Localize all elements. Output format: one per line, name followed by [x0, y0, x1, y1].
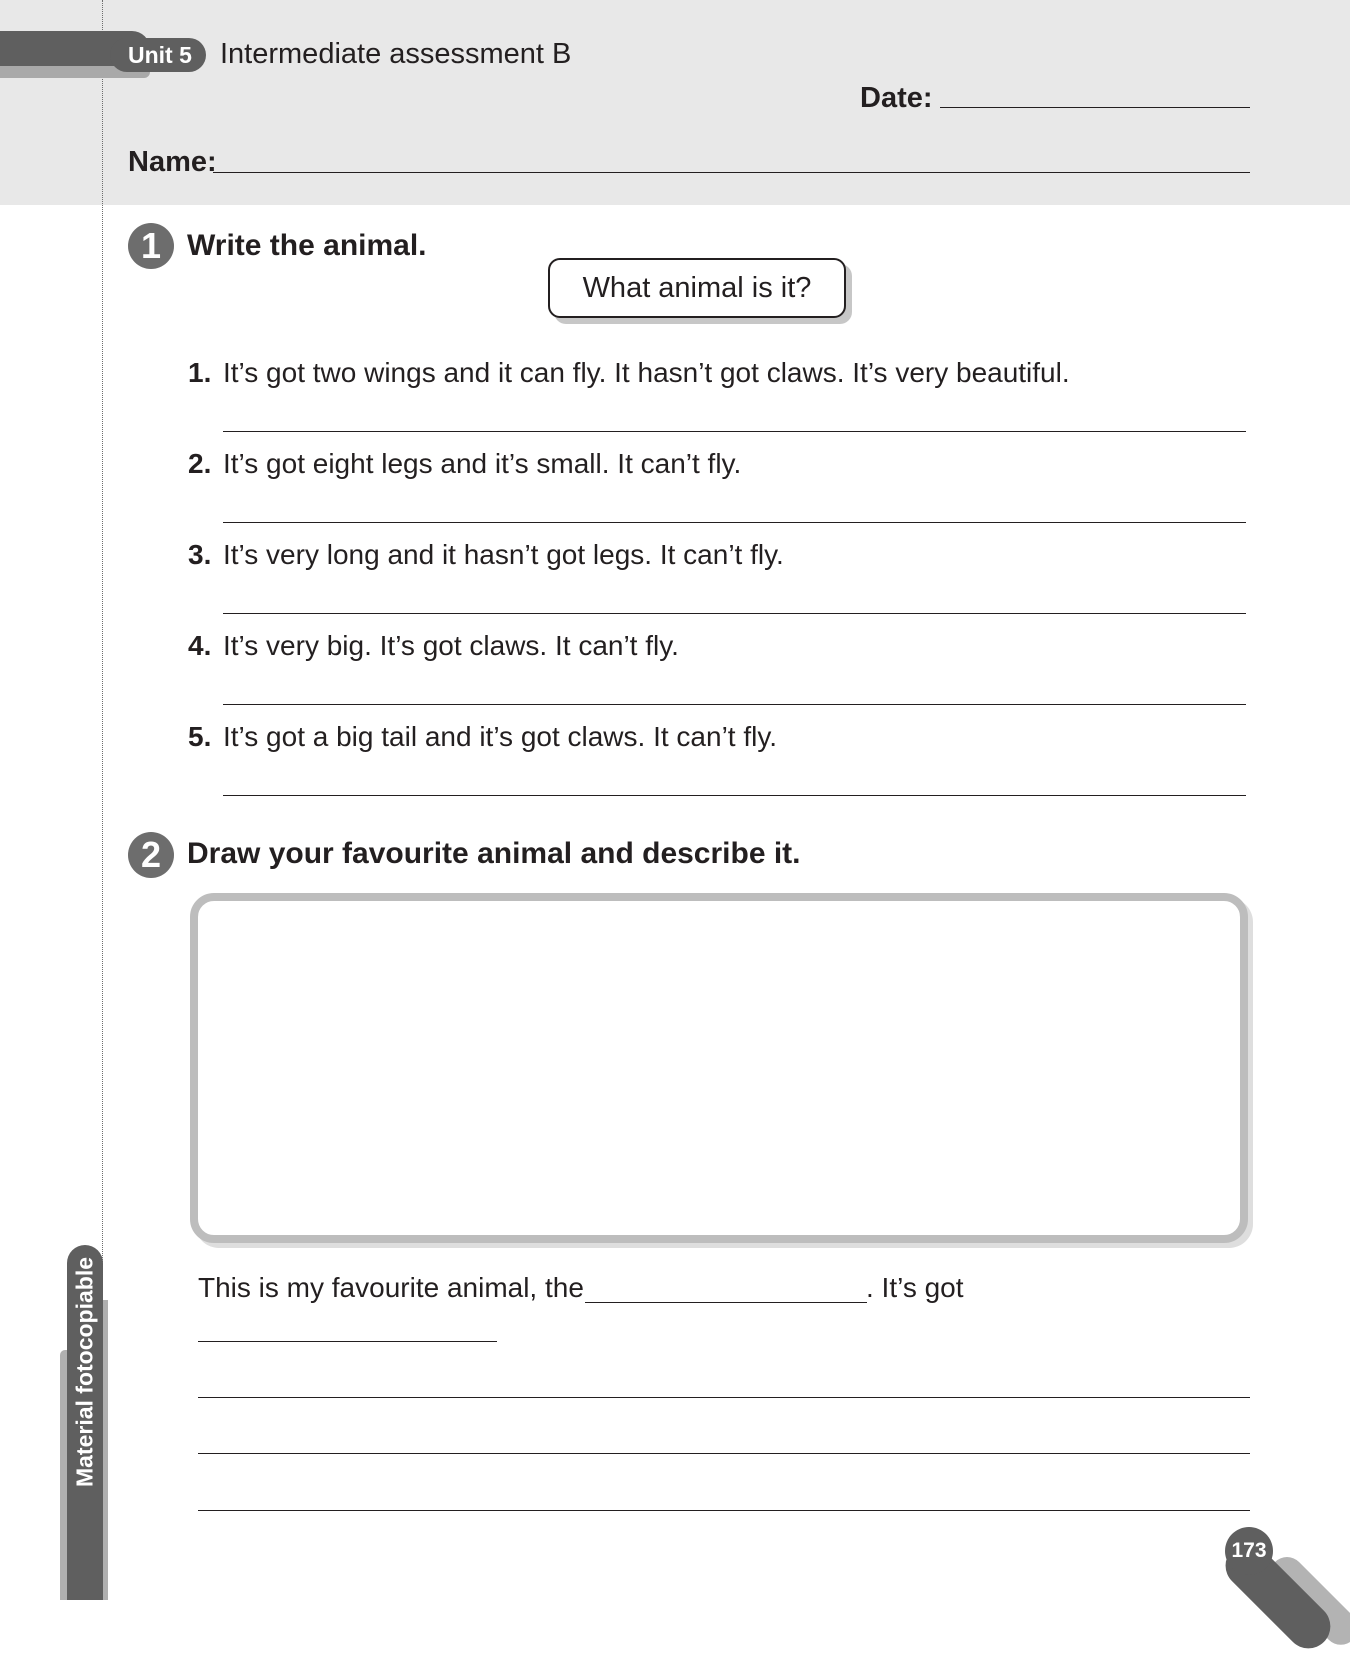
answer-line-3[interactable]: [223, 613, 1246, 614]
answer-line-5[interactable]: [223, 795, 1246, 796]
assessment-title: Intermediate assessment B: [220, 38, 572, 70]
question-2-number: 2.: [188, 448, 212, 479]
answer-line-2[interactable]: [223, 522, 1246, 523]
name-label: Name:: [128, 146, 217, 178]
section-1-title: Write the animal.: [187, 229, 427, 262]
description-line-3[interactable]: [198, 1453, 1250, 1454]
description-sentence-mid: . It’s got: [866, 1272, 964, 1303]
date-field[interactable]: [940, 107, 1250, 108]
answer-line-1[interactable]: [223, 431, 1246, 432]
animal-name-blank[interactable]: [585, 1302, 867, 1303]
question-4-text: It’s very big. It’s got claws. It can’t fly.: [223, 630, 679, 661]
name-field[interactable]: [213, 172, 1250, 173]
unit-badge: Unit 5: [110, 38, 206, 72]
description-line-2[interactable]: [198, 1397, 1250, 1398]
description-sentence-start: This is my favourite animal, the: [198, 1272, 584, 1303]
photocopiable-label: Material fotocopiable: [71, 1256, 98, 1488]
question-4-number: 4.: [188, 630, 212, 661]
question-5-text: It’s got a big tail and it’s got claws. It can’t fly.: [223, 721, 778, 752]
drawing-box[interactable]: [190, 893, 1248, 1243]
question-callout: What animal is it?: [548, 258, 846, 318]
question-1-number: 1.: [188, 357, 212, 388]
section-2-number: 2: [128, 832, 174, 878]
question-2-text: It’s got eight legs and it’s small. It can’t fly.: [223, 448, 742, 479]
question-3-text: It’s very long and it hasn’t got legs. It can’t fly.: [223, 539, 784, 570]
page-number: 173: [1225, 1527, 1273, 1575]
question-3-number: 3.: [188, 539, 212, 570]
description-blank-1[interactable]: [198, 1341, 497, 1342]
answer-line-4[interactable]: [223, 704, 1246, 705]
section-1-number: 1: [128, 223, 174, 269]
question-1-text: It’s got two wings and it can fly. It hasn’t got claws. It’s very beautiful.: [223, 357, 1070, 388]
date-label: Date:: [860, 82, 933, 114]
question-5-number: 5.: [188, 721, 212, 752]
section-2-title: Draw your favourite animal and describe it.: [187, 837, 801, 870]
description-line-4[interactable]: [198, 1510, 1250, 1511]
